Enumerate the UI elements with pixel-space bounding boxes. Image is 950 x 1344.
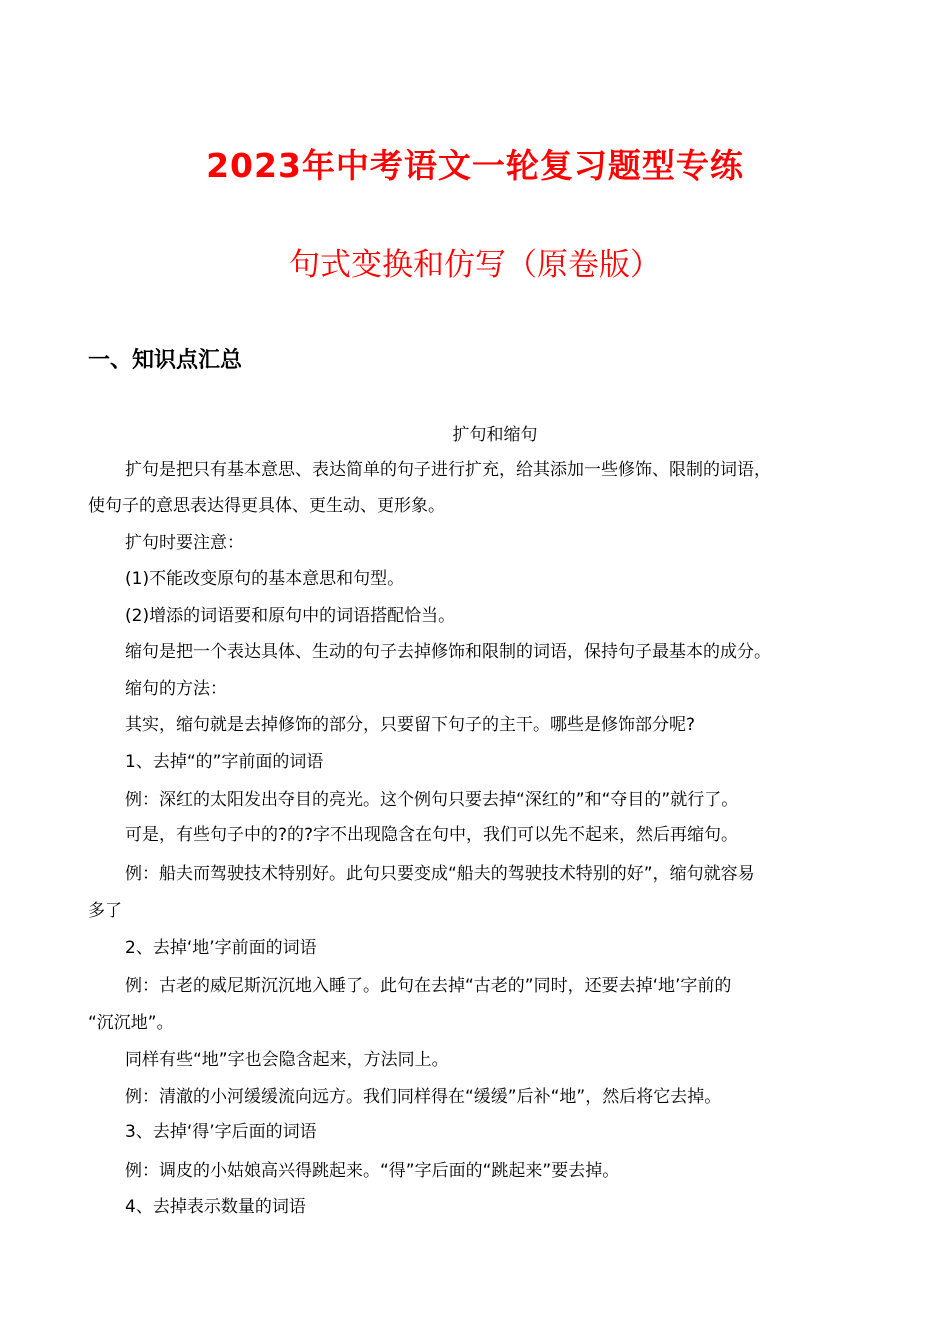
paragraph-line: 可是，有些句子中的?的?字不出现隐含在句中，我们可以先不起来，然后再缩句。 <box>125 825 739 845</box>
section-heading: 一、知识点汇总 <box>88 348 243 373</box>
paragraph-line: 例：调皮的小姑娘高兴得跳起来。“得”字后面的“跳起来”要去掉。 <box>125 1161 620 1181</box>
paragraph-line: 3、去掉‘得’字后面的词语 <box>125 1122 317 1142</box>
paragraph-line: 缩句的方法： <box>125 679 227 699</box>
document-title: 2023年中考语文一轮复习题型专练 <box>206 146 744 185</box>
paragraph-line: 例：清澈的小河缓缓流向远方。我们同样得在“缓缓”后补“地”，然后将它去掉。 <box>125 1087 722 1107</box>
paragraph-line: 例：深红的太阳发出夺目的亮光。这个例句只要去掉“深红的”和“夺目的”就行了。 <box>125 790 739 810</box>
paragraph-line: 2、去掉‘地’字前面的词语 <box>125 938 317 958</box>
paragraph-line: 其实，缩句就是去掉修饰的部分，只要留下句子的主干。哪些是修饰部分呢? <box>125 715 696 735</box>
paragraph-line: 使句子的意思表达得更具体、更生动、更形象。 <box>88 496 445 516</box>
paragraph-line: (2)增添的词语要和原句中的词语搭配恰当。 <box>125 606 456 626</box>
paragraph-line: 扩句时要注意： <box>125 533 244 553</box>
paragraph-line: 缩句是把一个表达具体、生动的句子去掉修饰和限制的词语，保持句子最基本的成分。 <box>125 642 771 662</box>
document-subtitle: 句式变换和仿写（原卷版） <box>289 247 661 283</box>
paragraph-line: 例：船夫而驾驶技术特别好。此句只要变成“船夫的驾驶技术特别的好”，缩句就容易 <box>125 864 755 884</box>
paragraph-line: “沉沉地”。 <box>88 1013 174 1033</box>
paragraph-line: 多了 <box>88 901 122 921</box>
paragraph-line: 同样有些“地”字也会隐含起来，方法同上。 <box>125 1050 449 1070</box>
paragraph-line: (1)不能改变原句的基本意思和句型。 <box>125 569 405 589</box>
subheading: 扩句和缩句 <box>452 425 538 445</box>
paragraph-line: 1、去掉“的”字前面的词语 <box>125 752 324 772</box>
paragraph-line: 4、去掉表示数量的词语 <box>125 1197 306 1217</box>
paragraph-line: 例：古老的威尼斯沉沉地入睡了。此句在去掉“古老的”同时，还要去掉‘地’字前的 <box>125 976 732 996</box>
paragraph-line: 扩句是把只有基本意思、表达简单的句子进行扩充，给其添加一些修饰、限制的词语， <box>125 460 771 480</box>
